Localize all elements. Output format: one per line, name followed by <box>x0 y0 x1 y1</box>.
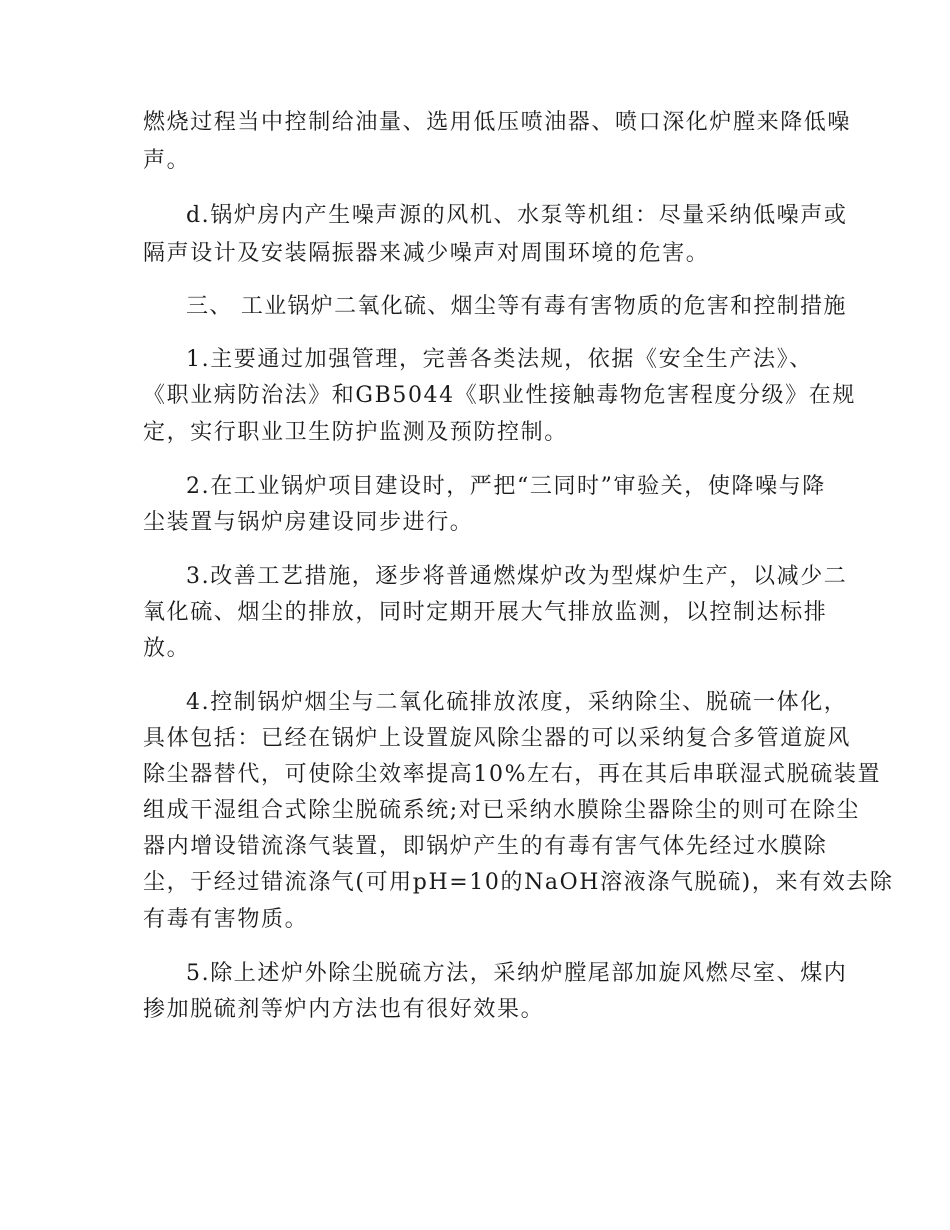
paragraph-item-4-line-2: 具体包括：已经在锅炉上设置旋风除尘器的可以采纳复合多管道旋风 <box>143 726 852 751</box>
paragraph-item-4-line-6: 尘，于经过错流涤气(可用pH=10的NaOH溶液涤气脱硫)，来有效去除 <box>143 870 894 895</box>
paragraph-item-2-line-1: 2.在工业锅炉项目建设时，严把“三同时”审验关，使降噪与降 <box>186 474 826 499</box>
paragraph-item-4-line-7: 有毒有害物质。 <box>143 907 309 932</box>
paragraph-item-d-line-1: d.锅炉房内产生噪声源的风机、水泵等机组：尽量采纳低噪声或 <box>186 203 848 228</box>
section-heading: 三、 工业锅炉二氧化硫、烟尘等有毒有害物质的危害和控制措施 <box>186 294 847 319</box>
paragraph-item-4-line-4: 组成干湿组合式除尘脱硫系统;对已采纳水膜除尘器除尘的则可在除尘 <box>143 798 861 823</box>
paragraph-item-5-line-2: 掺加脱硫剂等炉内方法也有很好效果。 <box>143 997 545 1022</box>
paragraph-continuation-line-2: 声。 <box>143 148 191 173</box>
paragraph-item-1-line-2: 《职业病防治法》和GB5044《职业性接触毒物危害程度分级》在规 <box>143 383 856 408</box>
paragraph-item-1-line-1: 1.主要通过加强管理，完善各类法规，依据《安全生产法》、 <box>186 347 813 372</box>
paragraph-item-3-line-3: 放。 <box>143 636 191 661</box>
paragraph-item-3-line-1: 3.改善工艺措施，逐步将普通燃煤炉改为型煤炉生产，以减少二 <box>186 564 848 589</box>
paragraph-item-3-line-2: 氧化硫、烟尘的排放，同时定期开展大气排放监测，以控制达标排 <box>143 600 828 625</box>
paragraph-item-4-line-5: 器内增设错流涤气装置，即锅炉产生的有毒有害气体先经过水膜除 <box>143 834 828 859</box>
paragraph-item-5-line-1: 5.除上述炉外除尘脱硫方法，采纳炉膛尾部加旋风燃尽室、煤内 <box>186 961 848 986</box>
paragraph-item-2-line-2: 尘装置与锅炉房建设同步进行。 <box>143 510 474 535</box>
paragraph-item-4-line-1: 4.控制锅炉烟尘与二氧化硫排放浓度，采纳除尘、脱硫一体化， <box>186 690 848 715</box>
paragraph-item-1-line-3: 定，实行职业卫生防护监测及预防控制。 <box>143 420 568 445</box>
paragraph-continuation-line-1: 燃烧过程当中控制给油量、选用低压喷油器、喷口深化炉膛来降低噪 <box>143 110 852 135</box>
paragraph-item-4-line-3: 除尘器替代，可使除尘效率提高10%左右，再在其后串联湿式脱硫装置 <box>143 762 882 787</box>
paragraph-item-d-line-2: 隔声设计及安装隔振器来减少噪声对周围环境的危害。 <box>143 241 710 266</box>
